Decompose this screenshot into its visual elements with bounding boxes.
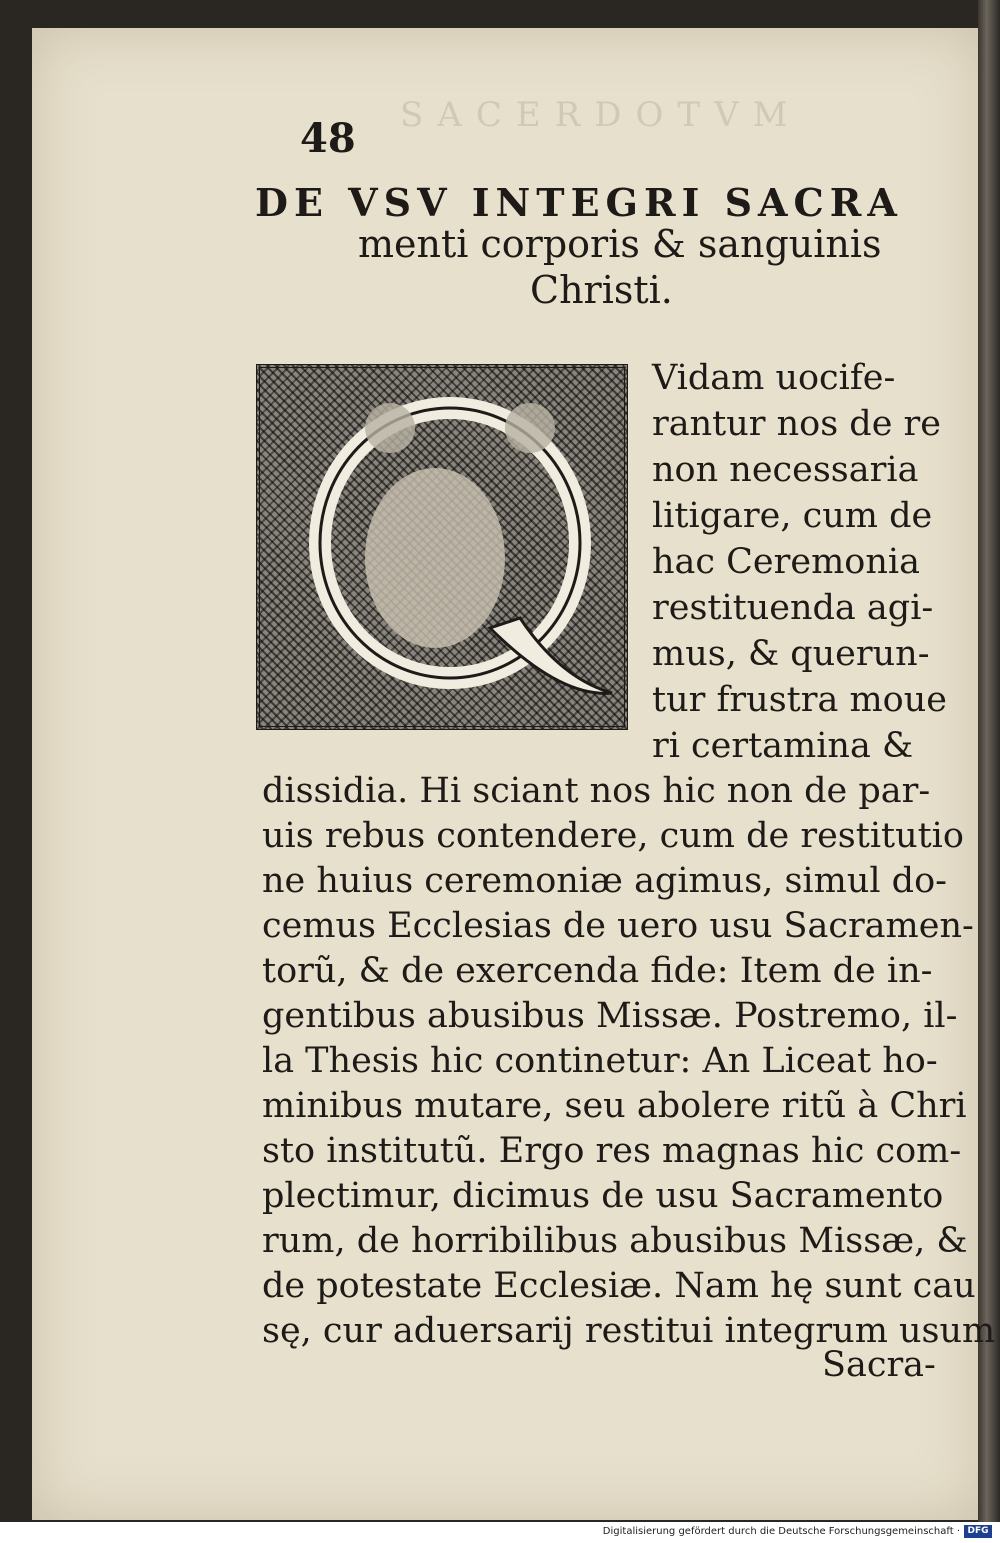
body-line: restituenda agi- [652, 588, 934, 628]
body-line: sę, cur aduersarij restitui integrum usum [262, 1311, 996, 1351]
body-line: rum, de horribilibus abusibus Missæ, & [262, 1221, 968, 1261]
book-edge [978, 0, 1000, 1522]
bleed-through-text: SACERDOTVM [400, 95, 802, 135]
catchword: Sacra- [822, 1345, 936, 1385]
body-line: hac Ceremonia [652, 542, 920, 582]
body-line: ri certamina & [652, 726, 914, 766]
body-line: Vidam uocife- [652, 358, 896, 398]
body-line: ne huius ceremoniæ agimus, simul do- [262, 861, 947, 901]
body-line: plectimur, dicimus de usu Sacramento [262, 1176, 944, 1216]
heading-line-2: menti corporis & sanguinis [358, 222, 882, 266]
body-line: uis rebus contendere, cum de restitutio [262, 816, 964, 856]
body-line: tur frustra moue [652, 680, 947, 720]
body-line: la Thesis hic continetur: An Liceat ho- [262, 1041, 938, 1081]
body-line: litigare, cum de [652, 496, 933, 536]
body-line: cemus Ecclesias de uero usu Sacramen- [262, 906, 974, 946]
body-line: non necessaria [652, 450, 919, 490]
decorated-initial [256, 364, 628, 730]
dfg-logo[interactable]: DFG [964, 1525, 992, 1538]
body-line: dissidia. Hi sciant nos hic non de par- [262, 771, 931, 811]
body-line: minibus mutare, seu abolere ritũ à Chri [262, 1086, 967, 1126]
body-line: gentibus abusibus Missæ. Postremo, il- [262, 996, 958, 1036]
body-line: de potestate Ecclesiæ. Nam hę sunt cau [262, 1266, 976, 1306]
body-line: mus, & querun- [652, 634, 930, 674]
heading-line-1: DE VSV INTEGRI SACRA [255, 180, 903, 225]
body-line: sto institutũ. Ergo res magnas hic com- [262, 1131, 962, 1171]
body-line: rantur nos de re [652, 404, 941, 444]
body-line: torũ, & de exercenda fide: Item de in- [262, 951, 933, 991]
heading-line-3: Christi. [530, 268, 673, 312]
drop-cap-illustration [260, 368, 624, 726]
footer-credit: Digitalisierung gefördert durch die Deutsche Forschungsgemeinschaft · [602, 1526, 960, 1537]
page-number: 48 [300, 115, 356, 162]
